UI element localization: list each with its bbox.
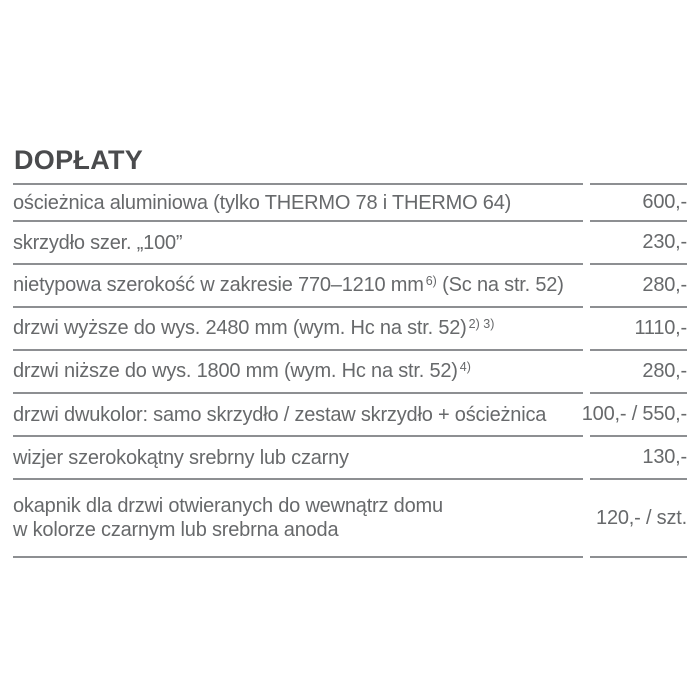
row-description-text: ościeżnica aluminiowa (tylko THERMO 78 i THERMO 64) [13,191,512,214]
footnote-superscript: 6) [425,273,437,288]
row-price-text: 100,- / 550,- [581,403,687,425]
row-price [590,480,687,558]
table-row [13,265,687,308]
row-price [590,222,687,265]
row-price-text: 280,- [642,360,687,382]
table-row [13,480,687,558]
footnote-superscript: 4) [459,359,471,374]
table-row [13,394,687,437]
row-price-text: 130,- [642,446,687,468]
price-sheet [13,140,687,558]
row-description [13,394,583,437]
row-price [590,265,687,308]
surcharges-table [13,183,687,558]
row-price [590,308,687,351]
row-price [590,351,687,394]
row-description [13,480,583,558]
row-description [13,308,583,351]
row-price-text: 120,- / szt. [596,506,687,529]
row-description [13,437,583,480]
table-row [13,437,687,480]
row-description [13,222,583,265]
row-price [590,437,687,480]
footnote-superscript: 2) 3) [468,316,495,331]
table-row [13,183,687,222]
row-price-text: 230,- [642,231,687,253]
row-description [13,265,583,308]
row-description-text: drzwi niższe do wys. 1800 mm (wym. Hc na str. 52) $^{4)}$ [13,359,471,382]
table-row [13,308,687,351]
row-price [590,183,687,222]
row-price-text: 1110,- [634,317,687,339]
row-description-text: wizjer szerokokątny srebrny lub czarny [13,446,349,469]
row-description-text: okapnik dla drzwi otwieranych do wewnątrz domu w kolorze czarnym lub srebrna anoda [13,495,443,541]
row-description-text: drzwi dwukolor: samo skrzydło / zestaw skrzydło + ościeżnica [13,403,547,426]
row-price-text: 280,- [642,274,687,296]
page-title: DOPŁATY [14,145,144,175]
row-price [581,394,687,437]
row-description-text: drzwi wyższe do wys. 2480 mm (wym. Hc na str. 52) $^{2) 3)}$ [13,316,495,339]
row-description [13,351,583,394]
row-description [13,183,583,222]
row-price-text: 600,- [642,191,687,213]
table-row [13,222,687,265]
row-description-text: skrzydło szer. „100” [13,231,183,254]
table-row [13,351,687,394]
row-description-text: nietypowa szerokość w zakresie 770–1210 mm $^{6)}$ (Sc na str. 52) [13,273,564,296]
